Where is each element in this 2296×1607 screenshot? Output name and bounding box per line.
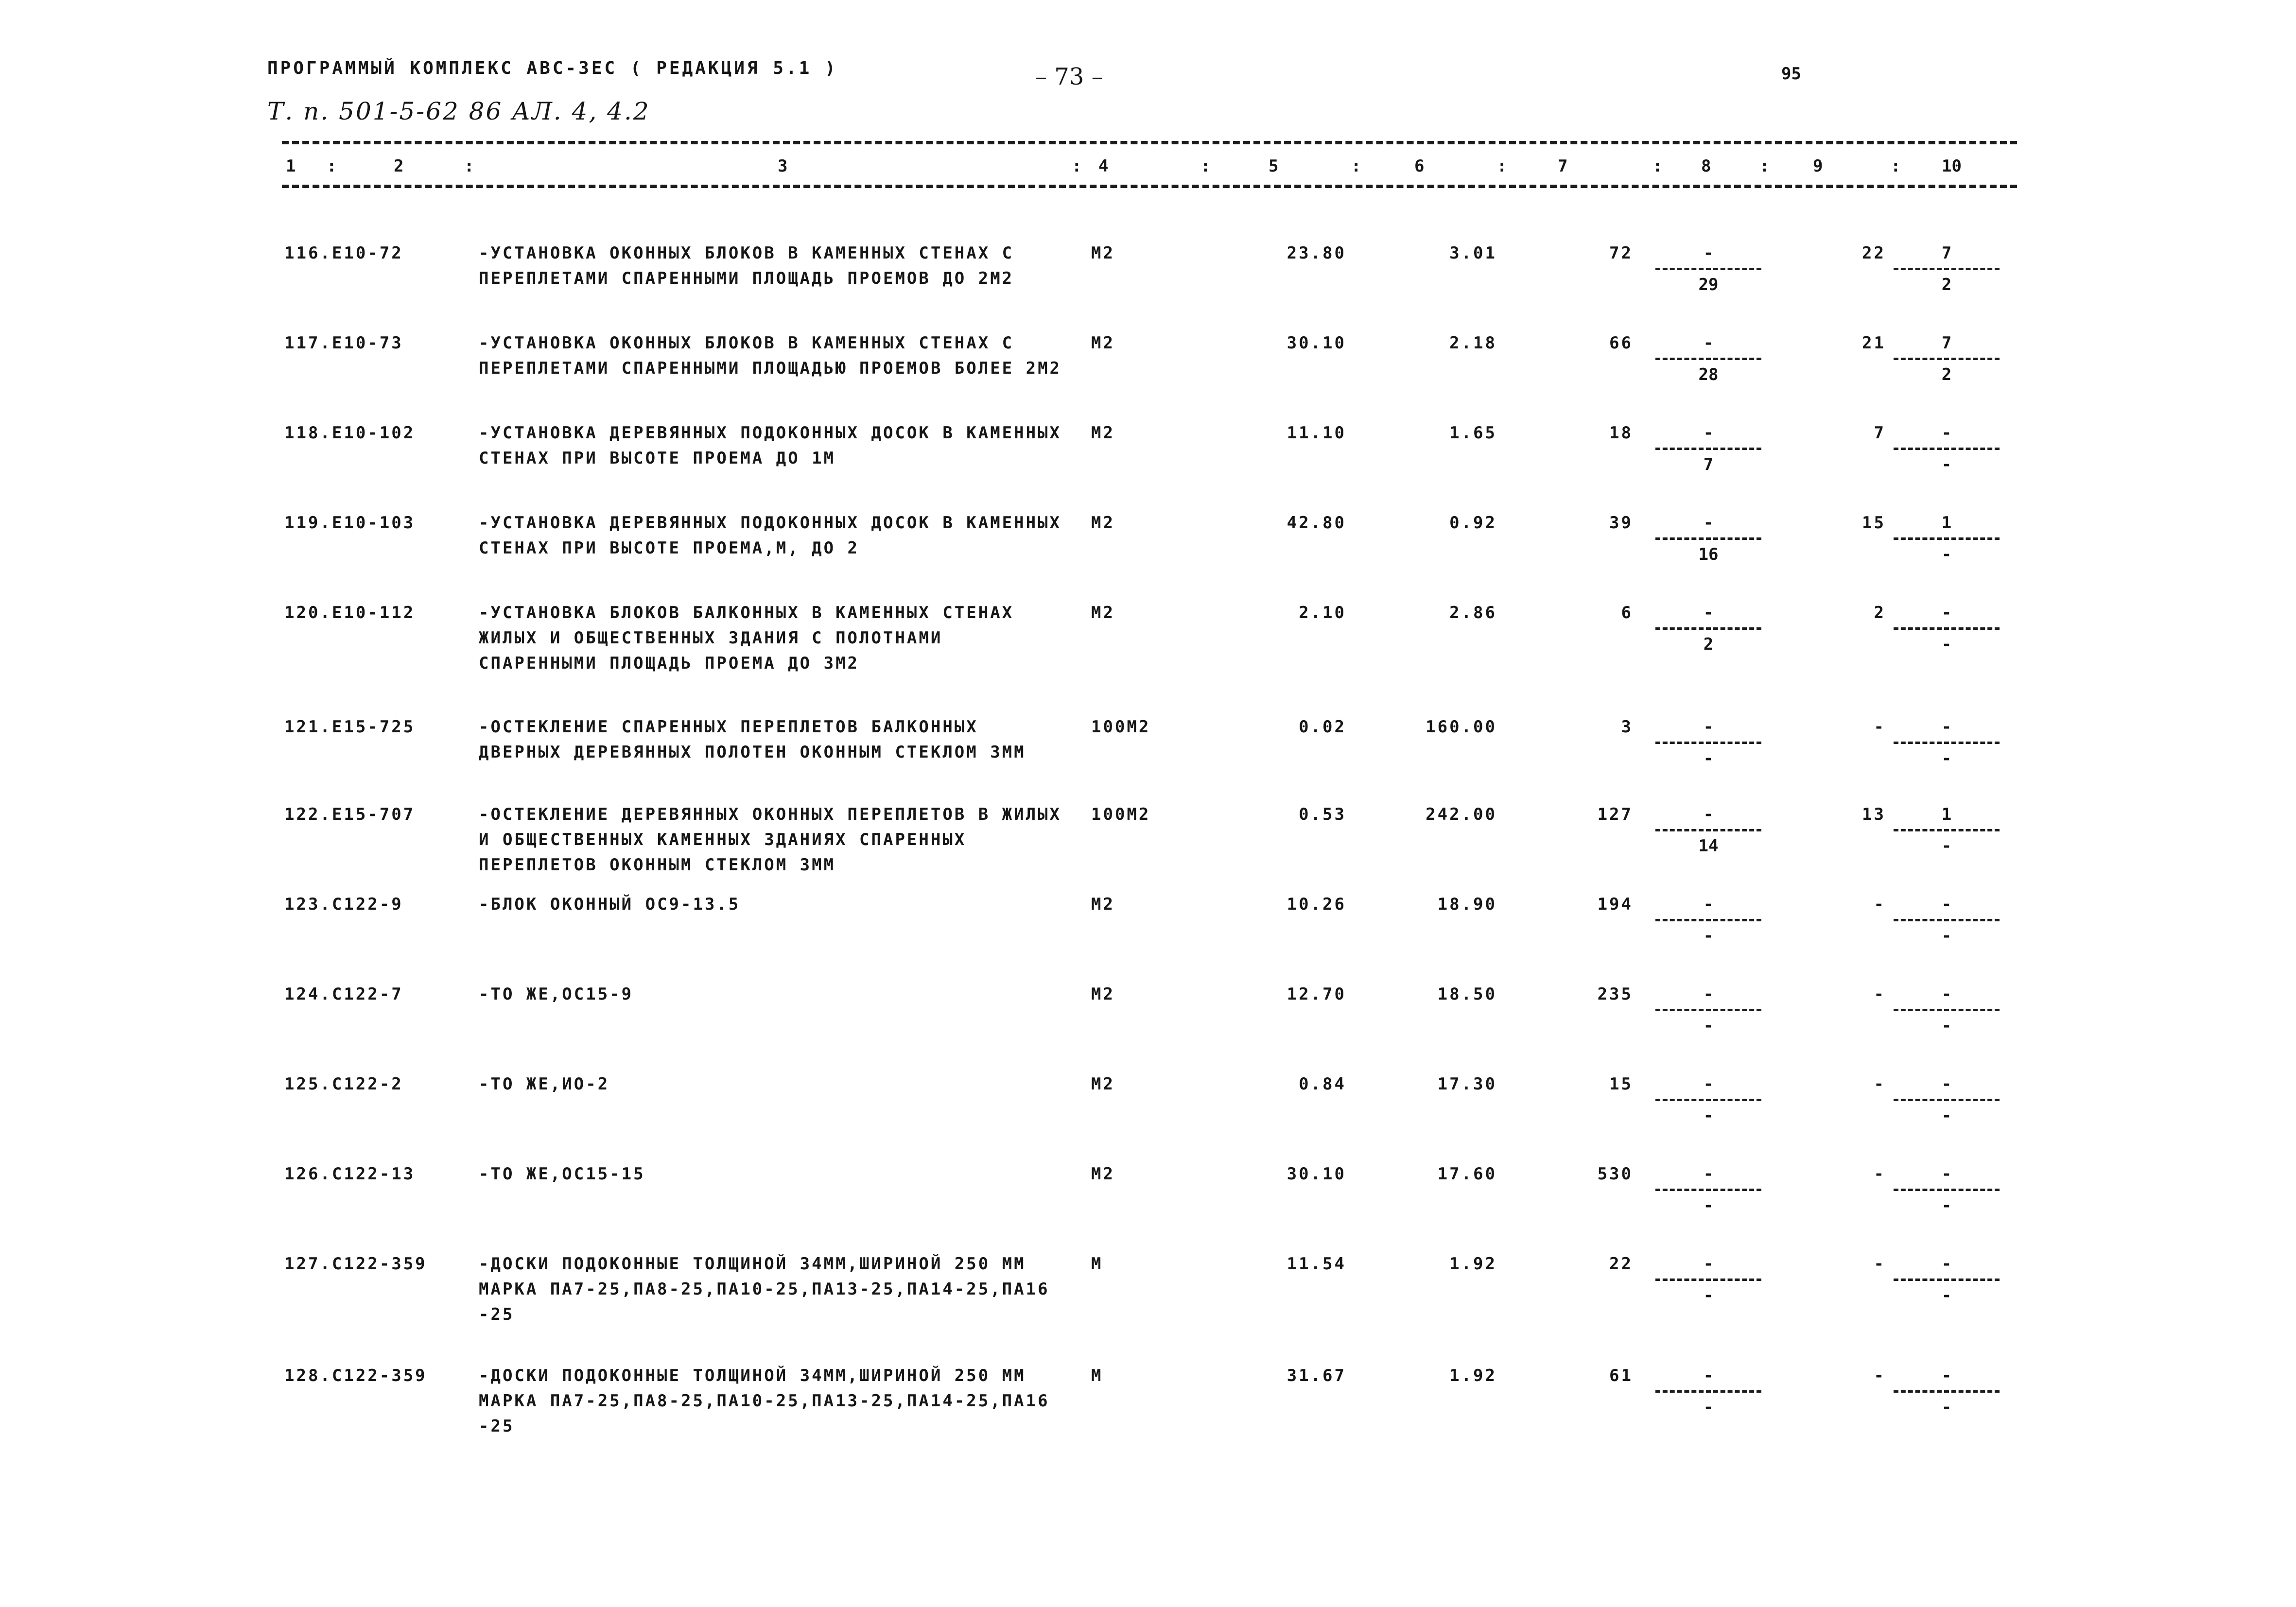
row-col10-fraction-bar bbox=[1894, 537, 2000, 540]
row-col8-fraction bbox=[1652, 330, 1764, 387]
row-total-cost: 127 bbox=[1597, 805, 1633, 824]
row-col10-fraction bbox=[1891, 714, 2002, 771]
row-unit-price: 2.18 bbox=[1449, 333, 1497, 353]
row-quantity: 10.26 bbox=[1287, 895, 1346, 914]
row-unit: 100М2 bbox=[1091, 717, 1151, 737]
row-unit: М2 bbox=[1091, 1164, 1115, 1184]
row-col10-fraction-top: - bbox=[1941, 423, 1952, 443]
row-unit-price: 2.86 bbox=[1449, 603, 1497, 622]
row-col10-fraction-bottom: - bbox=[1941, 1398, 1952, 1417]
row-col10-fraction-bar bbox=[1894, 1189, 2000, 1191]
row-code: 119.Е10-103 bbox=[284, 513, 416, 533]
row-col8-fraction-top: - bbox=[1703, 717, 1714, 737]
column-header: 1 bbox=[286, 156, 296, 176]
row-code: 122.Е15-707 bbox=[284, 805, 416, 824]
row-col8-fraction bbox=[1652, 1251, 1764, 1308]
row-col8-fraction-top: - bbox=[1703, 603, 1714, 622]
row-col10-fraction-top: - bbox=[1941, 1254, 1952, 1274]
row-col9: - bbox=[1874, 985, 1886, 1004]
row-col9: - bbox=[1874, 1366, 1886, 1385]
row-description: -ДОСКИ ПОДОКОННЫЕ ТОЛЩИНОЙ 34ММ,ШИРИНОЙ 250 ММ МАРКА ПА7-25,ПА8-25,ПА10-25,ПА13-25,ПА14-25,ПА16 -25 bbox=[479, 1366, 1050, 1436]
row-col10-fraction-bar bbox=[1894, 919, 2000, 921]
document-reference: Т. п. 501-5-62 86 АЛ. 4, 4.2 bbox=[267, 97, 650, 125]
row-col8-fraction-bottom: 14 bbox=[1698, 836, 1719, 856]
column-header: 4 bbox=[1098, 156, 1109, 176]
row-quantity: 2.10 bbox=[1299, 603, 1346, 622]
row-total-cost: 235 bbox=[1597, 985, 1633, 1004]
row-code: 128.С122-359 bbox=[284, 1366, 427, 1385]
column-header: : bbox=[1200, 156, 1211, 176]
row-total-cost: 61 bbox=[1609, 1366, 1633, 1385]
row-col10-fraction-bar bbox=[1894, 1279, 2000, 1281]
row-col8-fraction bbox=[1652, 802, 1764, 859]
row-col10-fraction-bottom: - bbox=[1941, 1196, 1952, 1215]
row-code: 117.Е10-73 bbox=[284, 333, 403, 353]
row-col9: 7 bbox=[1874, 423, 1886, 443]
column-header: : bbox=[1351, 156, 1361, 176]
row-unit: 100М2 bbox=[1091, 805, 1151, 824]
row-col9: 13 bbox=[1862, 805, 1886, 824]
row-col8-fraction-bar bbox=[1655, 448, 1761, 450]
row-col8-fraction-bar bbox=[1655, 537, 1761, 540]
row-col8-fraction-bar bbox=[1655, 268, 1761, 270]
page-number: – 73 – bbox=[1035, 63, 1103, 90]
row-col8-fraction-top: - bbox=[1703, 333, 1714, 353]
column-header: : bbox=[327, 156, 337, 176]
row-col10-fraction bbox=[1891, 1363, 2002, 1420]
row-col8-fraction-top: - bbox=[1703, 1164, 1714, 1184]
row-col10-fraction-bar bbox=[1894, 627, 2000, 630]
column-header: 7 bbox=[1558, 156, 1568, 176]
row-col8-fraction-bottom: - bbox=[1703, 1196, 1714, 1215]
row-unit: М2 bbox=[1091, 1074, 1115, 1094]
row-col10-fraction-top: 1 bbox=[1941, 513, 1952, 533]
row-quantity: 0.84 bbox=[1299, 1074, 1346, 1094]
row-total-cost: 18 bbox=[1609, 423, 1633, 443]
row-col10-fraction bbox=[1891, 510, 2002, 567]
column-header: : bbox=[1891, 156, 1901, 176]
row-unit-price: 18.50 bbox=[1437, 985, 1497, 1004]
row-total-cost: 194 bbox=[1597, 895, 1633, 914]
row-col10-fraction-bar bbox=[1894, 358, 2000, 360]
row-col8-fraction bbox=[1652, 600, 1764, 657]
row-total-cost: 66 bbox=[1609, 333, 1633, 353]
row-col8-fraction-top: - bbox=[1703, 1366, 1714, 1385]
row-col8-fraction-bar bbox=[1655, 742, 1761, 744]
row-total-cost: 22 bbox=[1609, 1254, 1633, 1274]
column-header: 2 bbox=[394, 156, 404, 176]
row-col9: 15 bbox=[1862, 513, 1886, 533]
row-col10-fraction-top: 7 bbox=[1941, 333, 1952, 353]
row-unit: М2 bbox=[1091, 243, 1115, 263]
row-col9: - bbox=[1874, 1074, 1886, 1094]
row-col8-fraction-top: - bbox=[1703, 1074, 1714, 1094]
row-col10-fraction-bottom: - bbox=[1941, 635, 1952, 654]
row-code: 124.С122-7 bbox=[284, 985, 403, 1004]
row-col8-fraction bbox=[1652, 510, 1764, 567]
row-col8-fraction-top: - bbox=[1703, 243, 1714, 263]
row-unit-price: 1.92 bbox=[1449, 1254, 1497, 1274]
row-quantity: 11.10 bbox=[1287, 423, 1346, 443]
row-col8-fraction-bar bbox=[1655, 1390, 1761, 1393]
row-col10-fraction-top: - bbox=[1941, 1366, 1952, 1385]
row-code: 123.С122-9 bbox=[284, 895, 403, 914]
row-col10-fraction-top: - bbox=[1941, 985, 1952, 1004]
row-col9: - bbox=[1874, 717, 1886, 737]
row-unit: М2 bbox=[1091, 985, 1115, 1004]
row-col10-fraction-bar bbox=[1894, 1099, 2000, 1101]
sheet-number: 95 bbox=[1781, 64, 1801, 84]
row-unit: М2 bbox=[1091, 423, 1115, 443]
row-col9: - bbox=[1874, 1254, 1886, 1274]
row-unit-price: 18.90 bbox=[1437, 895, 1497, 914]
row-quantity: 23.80 bbox=[1287, 243, 1346, 263]
row-col8-fraction-bottom: - bbox=[1703, 1398, 1714, 1417]
row-col10-fraction-top: - bbox=[1941, 1164, 1952, 1184]
row-col10-fraction bbox=[1891, 1251, 2002, 1308]
row-col8-fraction-bottom: - bbox=[1703, 1286, 1714, 1305]
row-col8-fraction-bottom: - bbox=[1703, 1016, 1714, 1036]
row-col10-fraction-bottom: 2 bbox=[1941, 275, 1952, 294]
row-code: 120.Е10-112 bbox=[284, 603, 416, 622]
row-code: 127.С122-359 bbox=[284, 1254, 427, 1274]
column-header: : bbox=[1759, 156, 1770, 176]
row-total-cost: 530 bbox=[1597, 1164, 1633, 1184]
row-col8-fraction-bottom: 2 bbox=[1703, 635, 1714, 654]
row-col10-fraction-bottom: - bbox=[1941, 1286, 1952, 1305]
row-col10-fraction-bar bbox=[1894, 1009, 2000, 1011]
row-col8-fraction-bottom: - bbox=[1703, 749, 1714, 768]
row-col8-fraction-bottom: - bbox=[1703, 926, 1714, 946]
row-unit: М2 bbox=[1091, 603, 1115, 622]
row-col10-fraction-top: - bbox=[1941, 717, 1952, 737]
row-col9: - bbox=[1874, 895, 1886, 914]
row-quantity: 0.53 bbox=[1299, 805, 1346, 824]
row-description: -ДОСКИ ПОДОКОННЫЕ ТОЛЩИНОЙ 34ММ,ШИРИНОЙ 250 ММ МАРКА ПА7-25,ПА8-25,ПА10-25,ПА13-25,ПА14-25,ПА16 -25 bbox=[479, 1254, 1050, 1324]
row-col8-fraction bbox=[1652, 1161, 1764, 1218]
row-col10-fraction bbox=[1891, 892, 2002, 949]
row-col8-fraction bbox=[1652, 420, 1764, 477]
row-total-cost: 39 bbox=[1609, 513, 1633, 533]
row-col9: - bbox=[1874, 1164, 1886, 1184]
row-description: -УСТАНОВКА ДЕРЕВЯННЫХ ПОДОКОННЫХ ДОСОК В КАМЕННЫХ СТЕНАХ ПРИ ВЫСОТЕ ПРОЕМА,М, ДО 2 bbox=[479, 513, 1062, 558]
row-code: 116.Е10-72 bbox=[284, 243, 403, 263]
row-col8-fraction-bar bbox=[1655, 1279, 1761, 1281]
row-col10-fraction-bar bbox=[1894, 1390, 2000, 1393]
row-unit-price: 242.00 bbox=[1426, 805, 1497, 824]
row-unit-price: 1.65 bbox=[1449, 423, 1497, 443]
row-unit-price: 17.30 bbox=[1437, 1074, 1497, 1094]
row-description: -УСТАНОВКА БЛОКОВ БАЛКОННЫХ В КАМЕННЫХ СТЕНАХ ЖИЛЫХ И ОБЩЕСТВЕННЫХ ЗДАНИЯ С ПОЛОТНАМИ СПАРЕННЫМИ ПЛОЩАДЬ ПРОЕМА ДО 3М2 bbox=[479, 603, 1014, 673]
row-quantity: 11.54 bbox=[1287, 1254, 1346, 1274]
row-col10-fraction-top: - bbox=[1941, 1074, 1952, 1094]
row-col10-fraction-bar bbox=[1894, 448, 2000, 450]
row-quantity: 30.10 bbox=[1287, 1164, 1346, 1184]
row-col9: 2 bbox=[1874, 603, 1886, 622]
row-col10-fraction-top: 1 bbox=[1941, 805, 1952, 824]
column-header: 3 bbox=[778, 156, 788, 176]
column-header: 9 bbox=[1813, 156, 1823, 176]
row-total-cost: 15 bbox=[1609, 1074, 1633, 1094]
row-col10-fraction bbox=[1891, 1161, 2002, 1218]
row-col10-fraction-bottom: - bbox=[1941, 926, 1952, 946]
row-quantity: 30.10 bbox=[1287, 333, 1346, 353]
column-header: : bbox=[464, 156, 474, 176]
row-col8-fraction-bar bbox=[1655, 358, 1761, 360]
row-col10-fraction-bottom: - bbox=[1941, 836, 1952, 856]
row-col8-fraction-bar bbox=[1655, 627, 1761, 630]
row-col10-fraction-bottom: - bbox=[1941, 749, 1952, 768]
row-col8-fraction-bar bbox=[1655, 1099, 1761, 1101]
row-col10-fraction-bar bbox=[1894, 268, 2000, 270]
row-unit-price: 3.01 bbox=[1449, 243, 1497, 263]
row-quantity: 12.70 bbox=[1287, 985, 1346, 1004]
row-description: -ТО ЖЕ,ОС15-9 bbox=[479, 985, 634, 1004]
row-col8-fraction-top: - bbox=[1703, 1254, 1714, 1274]
row-col10-fraction-top: - bbox=[1941, 895, 1952, 914]
row-col9: 22 bbox=[1862, 243, 1886, 263]
row-col8-fraction bbox=[1652, 1071, 1764, 1128]
row-col10-fraction-top: - bbox=[1941, 603, 1952, 622]
column-header: : bbox=[1497, 156, 1507, 176]
row-description: -УСТАНОВКА ОКОННЫХ БЛОКОВ В КАМЕННЫХ СТЕНАХ С ПЕРЕПЛЕТАМИ СПАРЕННЫМИ ПЛОЩАДЬЮ ПРОЕМОВ БОЛЕЕ 2М2 bbox=[479, 333, 1062, 378]
row-col8-fraction-top: - bbox=[1703, 985, 1714, 1004]
row-code: 118.Е10-102 bbox=[284, 423, 416, 443]
program-header: ПРОГРАММЫЙ КОМПЛЕКС АВС-3ЕС ( РЕДАКЦИЯ 5.1 ) bbox=[267, 58, 838, 78]
row-code: 126.С122-13 bbox=[284, 1164, 416, 1184]
row-total-cost: 72 bbox=[1609, 243, 1633, 263]
row-total-cost: 3 bbox=[1621, 717, 1633, 737]
row-col8-fraction bbox=[1652, 241, 1764, 297]
row-description: -ТО ЖЕ,ОС15-15 bbox=[479, 1164, 645, 1184]
row-description: -УСТАНОВКА ДЕРЕВЯННЫХ ПОДОКОННЫХ ДОСОК В КАМЕННЫХ СТЕНАХ ПРИ ВЫСОТЕ ПРОЕМА ДО 1М bbox=[479, 423, 1062, 468]
row-unit: М2 bbox=[1091, 513, 1115, 533]
row-col10-fraction bbox=[1891, 600, 2002, 657]
row-unit: М2 bbox=[1091, 333, 1115, 353]
row-total-cost: 6 bbox=[1621, 603, 1633, 622]
row-col8-fraction-bar bbox=[1655, 1189, 1761, 1191]
row-description: -УСТАНОВКА ОКОННЫХ БЛОКОВ В КАМЕННЫХ СТЕНАХ С ПЕРЕПЛЕТАМИ СПАРЕННЫМИ ПЛОЩАДЬ ПРОЕМОВ ДО 2М2 bbox=[479, 243, 1014, 288]
row-quantity: 0.02 bbox=[1299, 717, 1346, 737]
row-col10-fraction-bottom: - bbox=[1941, 1016, 1952, 1036]
row-code: 125.С122-2 bbox=[284, 1074, 403, 1094]
column-header: 10 bbox=[1942, 156, 1962, 176]
row-quantity: 31.67 bbox=[1287, 1366, 1346, 1385]
row-unit: М2 bbox=[1091, 895, 1115, 914]
row-col10-fraction bbox=[1891, 1071, 2002, 1128]
column-header: 6 bbox=[1414, 156, 1425, 176]
row-col8-fraction bbox=[1652, 982, 1764, 1038]
row-col10-fraction bbox=[1891, 802, 2002, 859]
table-rule-top bbox=[282, 141, 2017, 144]
column-header: : bbox=[1072, 156, 1082, 176]
row-col10-fraction bbox=[1891, 241, 2002, 297]
row-col10-fraction-bar bbox=[1894, 742, 2000, 744]
row-col8-fraction bbox=[1652, 714, 1764, 771]
row-unit-price: 0.92 bbox=[1449, 513, 1497, 533]
row-col8-fraction-bar bbox=[1655, 919, 1761, 921]
row-col8-fraction-bottom: 7 bbox=[1703, 455, 1714, 474]
row-col10-fraction-bottom: - bbox=[1941, 1106, 1952, 1125]
row-col8-fraction-bar bbox=[1655, 829, 1761, 831]
row-col8-fraction-top: - bbox=[1703, 895, 1714, 914]
row-col8-fraction bbox=[1652, 892, 1764, 949]
table-rule-header bbox=[282, 185, 2017, 188]
row-col10-fraction bbox=[1891, 982, 2002, 1038]
row-description: -ОСТЕКЛЕНИЕ СПАРЕННЫХ ПЕРЕПЛЕТОВ БАЛКОННЫХ ДВЕРНЫХ ДЕРЕВЯННЫХ ПОЛОТЕН ОКОННЫМ СТЕКЛОМ 3ММ bbox=[479, 717, 1026, 762]
row-col10-fraction-bar bbox=[1894, 829, 2000, 831]
row-col8-fraction-bottom: 16 bbox=[1698, 545, 1719, 564]
row-description: -ОСТЕКЛЕНИЕ ДЕРЕВЯННЫХ ОКОННЫХ ПЕРЕПЛЕТОВ В ЖИЛЫХ И ОБЩЕСТВЕННЫХ КАМЕННЫХ ЗДАНИЯХ СПАРЕННЫХ ПЕРЕПЛЕТОВ ОКОННЫМ СТЕКЛОМ 3ММ bbox=[479, 805, 1062, 875]
row-col10-fraction bbox=[1891, 420, 2002, 477]
row-unit-price: 17.60 bbox=[1437, 1164, 1497, 1184]
row-col8-fraction bbox=[1652, 1363, 1764, 1420]
row-unit: М bbox=[1091, 1366, 1103, 1385]
row-unit-price: 1.92 bbox=[1449, 1366, 1497, 1385]
row-col8-fraction-top: - bbox=[1703, 513, 1714, 533]
row-col8-fraction-bottom: 28 bbox=[1698, 365, 1719, 384]
row-col10-fraction-bottom: - bbox=[1941, 545, 1952, 564]
row-description: -ТО ЖЕ,ИО-2 bbox=[479, 1074, 610, 1094]
column-header: 8 bbox=[1701, 156, 1711, 176]
row-description: -БЛОК ОКОННЫЙ ОС9-13.5 bbox=[479, 895, 741, 914]
column-header: : bbox=[1652, 156, 1663, 176]
row-col8-fraction-bar bbox=[1655, 1009, 1761, 1011]
row-col10-fraction-top: 7 bbox=[1941, 243, 1952, 263]
row-quantity: 42.80 bbox=[1287, 513, 1346, 533]
row-col10-fraction-bottom: 2 bbox=[1941, 365, 1952, 384]
row-col9: 21 bbox=[1862, 333, 1886, 353]
row-unit-price: 160.00 bbox=[1426, 717, 1497, 737]
row-col8-fraction-top: - bbox=[1703, 805, 1714, 824]
row-col8-fraction-bottom: - bbox=[1703, 1106, 1714, 1125]
row-col10-fraction bbox=[1891, 330, 2002, 387]
row-col8-fraction-top: - bbox=[1703, 423, 1714, 443]
row-col10-fraction-bottom: - bbox=[1941, 455, 1952, 474]
row-col8-fraction-bottom: 29 bbox=[1698, 275, 1719, 294]
row-code: 121.Е15-725 bbox=[284, 717, 416, 737]
row-unit: М bbox=[1091, 1254, 1103, 1274]
column-header: 5 bbox=[1269, 156, 1279, 176]
